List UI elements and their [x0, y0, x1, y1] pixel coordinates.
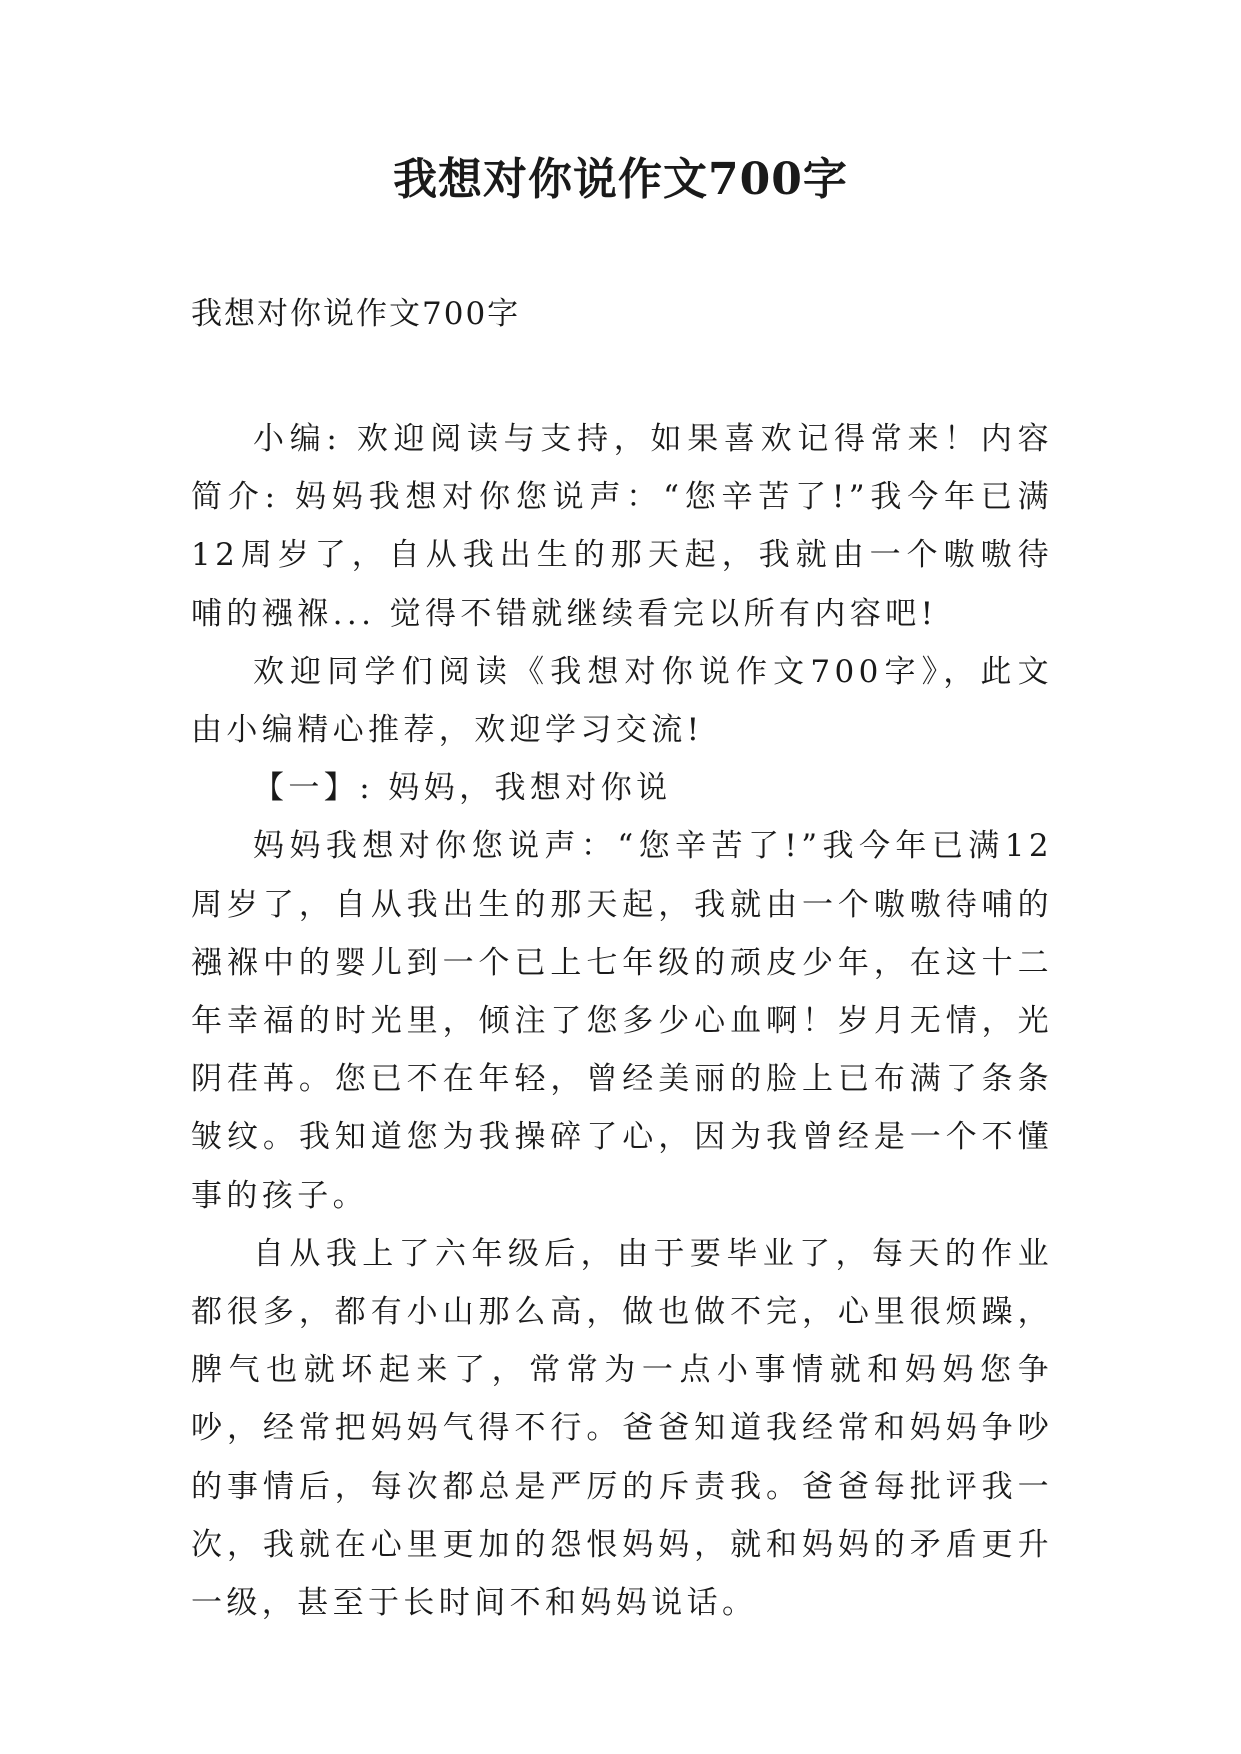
section-heading: 【一】: 妈妈，我想对你说: [253, 770, 672, 807]
document-subtitle: 我想对你说作文700字: [191, 296, 521, 332]
paragraph-welcome: 欢迎同学们阅读《我想对你说作文700字》，此文由小编精心推荐，欢迎学习交流!: [191, 653, 1053, 749]
paragraph-intro: 小编: 欢迎阅读与支持，如果喜欢记得常来！内容简介: 妈妈我想对你您说声：“您辛苦了!”我今年已满12周岁了，自从我出生的那天起，我就由一个嗷嗷待哺的襁褓... 觉得不错就继续看完以所有内容吧!: [191, 421, 1053, 632]
document-body: [191, 410, 1053, 1632]
paragraph-body-2: 自从我上了六年级后，由于要毕业了，每天的作业都很多，都有小山那么高，做也做不完，心里很烦躁，脾气也就坏起来了，常常为一点小事情就和妈妈您争吵，经常把妈妈气得不行。爸爸知道我经常和妈妈争吵的事情后，每次都总是严厉的斥责我。爸爸每批评我一次，我就在心里更加的怨恨妈妈，就和妈妈的矛盾更升一级，甚至于长时间不和妈妈说话。: [191, 1235, 1053, 1622]
paragraph-body-1: 妈妈我想对你您说声：“您辛苦了!”我今年已满12周岁了，自从我出生的那天起，我就由一个嗷嗷待哺的襁褓中的婴儿到一个已上七年级的顽皮少年，在这十二年幸福的时光里，倾注了您多少心血啊！岁月无情，光阴荏苒。您已不在年轻，曾经美丽的脸上已布满了条条皱纹。我知道您为我操碎了心，因为我曾经是一个不懂事的孩子。: [191, 828, 1053, 1214]
document-title: 我想对你说作文700字: [393, 154, 848, 205]
